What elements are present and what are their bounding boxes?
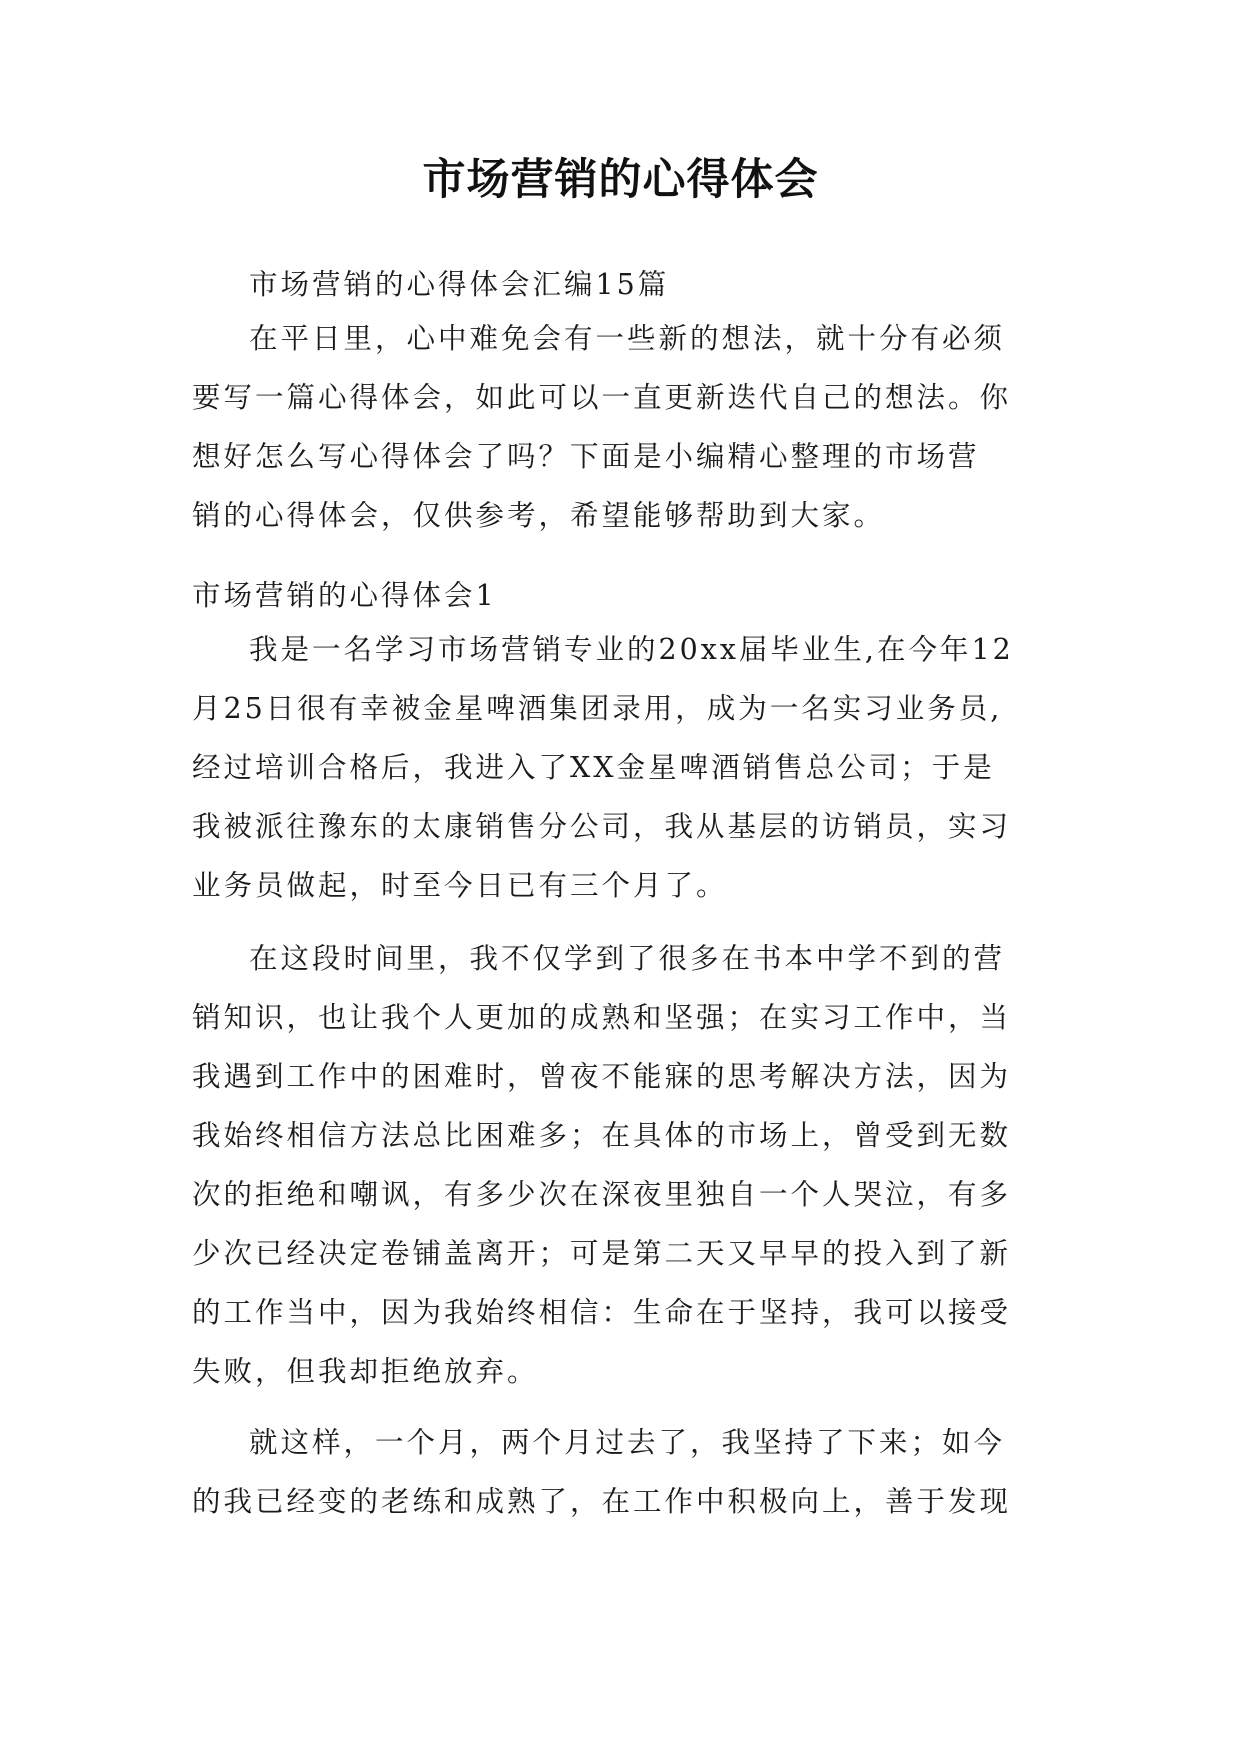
paragraph-1-text <box>192 620 1052 915</box>
paragraph-line: 少次已经决定卷铺盖离开；可是第二天又早早的投入到了新 <box>192 1237 1012 1270</box>
paragraph-line: 就这样，一个月，两个月过去了，我坚持了下来；如今 <box>249 1426 1006 1459</box>
paragraph-2-text <box>192 929 1052 1401</box>
section-heading-block <box>192 566 1052 625</box>
subtitle-text: 市场营销的心得体会汇编15篇 <box>249 268 670 301</box>
document-subtitle <box>192 255 1052 314</box>
paragraph-line: 的我已经变的老练和成熟了，在工作中积极向上，善于发现 <box>192 1485 1012 1518</box>
section-heading-text: 市场营销的心得体会1 <box>192 579 497 612</box>
document-title: 市场营销的心得体会 <box>422 155 819 205</box>
section-heading <box>192 566 1052 625</box>
intro-line: 在平日里，心中难免会有一些新的想法，就十分有必须 <box>249 322 1006 355</box>
paragraph-3-text <box>192 1413 1052 1531</box>
intro-line: 销的心得体会，仅供参考，希望能够帮助到大家。 <box>192 499 886 532</box>
paragraph-2 <box>192 929 1052 1401</box>
intro-line: 想好怎么写心得体会了吗？下面是小编精心整理的市场营 <box>192 440 980 473</box>
subtitle-block <box>192 255 1052 314</box>
intro-line: 要写一篇心得体会，如此可以一直更新迭代自己的想法。你 <box>192 381 1012 414</box>
paragraph-line: 在这段时间里，我不仅学到了很多在书本中学不到的营 <box>249 942 1006 975</box>
paragraph-line: 的工作当中，因为我始终相信：生命在于坚持，我可以接受 <box>192 1296 1012 1329</box>
paragraph-line: 次的拒绝和嘲讽，有多少次在深夜里独自一个人哭泣，有多 <box>192 1178 1012 1211</box>
paragraph-1 <box>192 620 1052 915</box>
paragraph-line: 月25日很有幸被金星啤酒集团录用，成为一名实习业务员, <box>192 692 1003 725</box>
paragraph-line: 我遇到工作中的困难时，曾夜不能寐的思考解决方法，因为 <box>192 1060 1012 1093</box>
paragraph-3 <box>192 1413 1052 1531</box>
intro-text <box>192 309 1052 545</box>
paragraph-line: 我被派往豫东的太康销售分公司，我从基层的访销员，实习 <box>192 810 1012 843</box>
paragraph-line: 销知识，也让我个人更加的成熟和坚强；在实习工作中，当 <box>192 1001 1012 1034</box>
paragraph-line: 我始终相信方法总比困难多；在具体的市场上，曾受到无数 <box>192 1119 1012 1152</box>
paragraph-line: 我是一名学习市场营销专业的20xx届毕业生,在今年12 <box>249 633 1014 666</box>
paragraph-line: 经过培训合格后，我进入了XX金星啤酒销售总公司；于是 <box>192 751 995 784</box>
paragraph-line: 失败，但我却拒绝放弃。 <box>192 1355 539 1388</box>
intro-paragraph <box>192 309 1052 545</box>
paragraph-line: 业务员做起，时至今日已有三个月了。 <box>192 869 728 902</box>
